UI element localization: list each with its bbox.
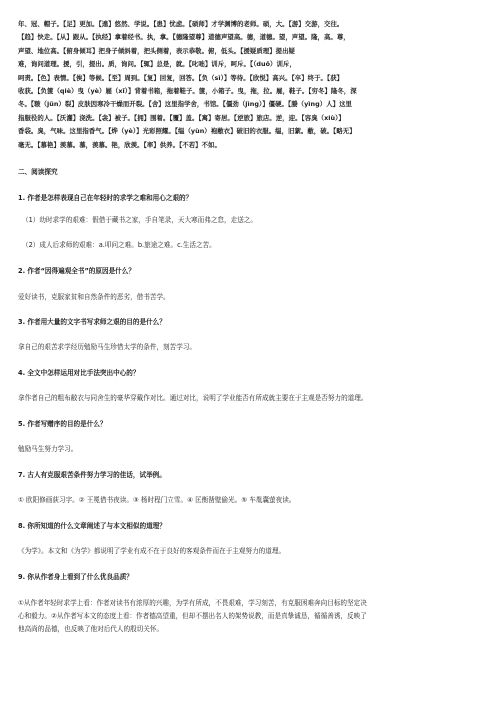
question-8: 8. 你所知道的什么文章阐述了与本文相似的道理？: [18, 522, 166, 530]
question-7: 7. 古人有克服艰苦条件努力学习的佳话，试举例。: [18, 471, 166, 479]
glossary-line: 毫无。【慕艳】羡慕。慕，羡慕。艳，欣羡。【率】供养。【不若】不如。: [18, 140, 221, 149]
answer-9-line-2: 心和毅力。②从作者写本文的态度上看：作者德高望重，但却不摆出名人的架势说教，而是真挚诚恳，循循善诱，反映了: [18, 612, 367, 620]
glossary-line: 冬。【皲（jūn）裂】皮肤因寒冷干燥而开裂。【舍】这里指学舍，书馆。【僵劲（jìng）】僵硬。【媵（yìng）人】这里: [18, 100, 352, 109]
glossary-line: 香袋。臭，气味。这里指香气。【烨（yè）】光彩照耀。【缊（yùn）袍敝衣】破旧的衣服。缊，旧絮。敝，破。【略无】: [18, 127, 356, 136]
question-1: 1. 作者是怎样表现自己在年轻时的求学之难和用心之艰的？: [18, 194, 193, 202]
answer-2: 爱好读书，克服家贫和自然条件的恶劣，借书苦学。: [18, 293, 170, 301]
question-9: 9. 你从作者身上看到了什么优良品质？: [18, 573, 133, 581]
answer-9-line-3: 他高尚的品德，也反映了他对后代人的殷切关怀。: [18, 625, 164, 633]
glossary-line: 呵责。【色】表情。【俟】等候。【至】周到。【复】回复，回答。【负（sì）】等待。【欣悦】高兴。【卒】终于。【获】: [18, 73, 344, 82]
glossary-line: 【趋】快走。【从】跟从。【执经】拿着经书。执，拿。【德隆望尊】道德声望高。德，道德。望，声望。隆，高。尊，: [18, 33, 350, 42]
glossary-line: 难，询问道理。援，引，提出。质，询问。【辄】总是，就。【叱咄】训斥，呵斥。【（duō）训斥，: [18, 60, 296, 69]
question-3: 3. 作者用大量的文字书写求师之艰的目的是什么？: [18, 318, 166, 326]
section-title: 二、阅读探究: [18, 168, 58, 176]
glossary-line: 指服役的人。【沃灌】浇洗。【衾】被子。【拥】围着。【覆】盖。【寓】寄居。【逆旅】旅店。逆，迎。【容臭（xiù）】: [18, 113, 345, 122]
answer-5: 勉励马生努力学习。: [18, 445, 78, 453]
question-5: 5. 作者写赠序的目的是什么？: [18, 420, 107, 428]
answer-1-part-2: （2）成人后求师的艰难：a.叩问之难。b.旅途之难。c.生活之苦。: [22, 241, 216, 249]
glossary-line: 收获。【负箧（qiè）曳（yè）屣（xǐ）】背着书箱，拖着鞋子。箧，小箱子。曳，拖，拉。屣，鞋子。【穷冬】隆冬，深: [18, 87, 357, 96]
answer-3: 拿自己的艰苦求学经历勉励马生珍惜太学的条件，刻苦学习。: [18, 343, 197, 351]
glossary-block: [18, 18, 482, 152]
answer-9-line-1: ①从作者年轻时求学上看：作者对读书有浓厚的兴趣，为学有所成，不畏艰难，学习刻苦，有克服困难奔向目标的坚定决: [18, 599, 367, 607]
question-2: 2. 作者“因得遍观全书”的原因是什么？: [18, 267, 135, 275]
answer-7: ① 欧阳修画荻习字。② 王冕借书夜读。③ 杨时程门立雪。④ 匡衡凿壁偷光。⑤ 车胤囊萤夜读。: [18, 496, 296, 504]
glossary-line: 年、冠、帽子。【足】更加。【遑】悠然、学说。【患】忧虑。【硕师】才学渊博的老师。硕，大。【游】交游，交往。: [18, 20, 344, 28]
glossary-line: 声望、地位高。【俯身倾耳】把身子倾斜着，把头侧着，表示恭敬。俯，低头。【援疑质理】提出疑: [18, 46, 295, 55]
answer-8: 《为学》。本文和《为学》都说明了学业有成不在于良好的客观条件而在于主观努力的道理。: [18, 547, 286, 555]
question-4: 4. 全文中怎样运用对比手法突出中心的？: [18, 369, 140, 377]
answer-4: 拿作者自己的粗布敝衣与同舍生的豪华穿戴作对比。通过对比，说明了学业能否有所成就主要在于主观是否努力的道理。: [18, 394, 368, 402]
answer-1-part-1: （1）幼时求学的艰难：假借于藏书之家，手自笔录，天大寒而弗之怠，走送之。: [22, 216, 257, 224]
